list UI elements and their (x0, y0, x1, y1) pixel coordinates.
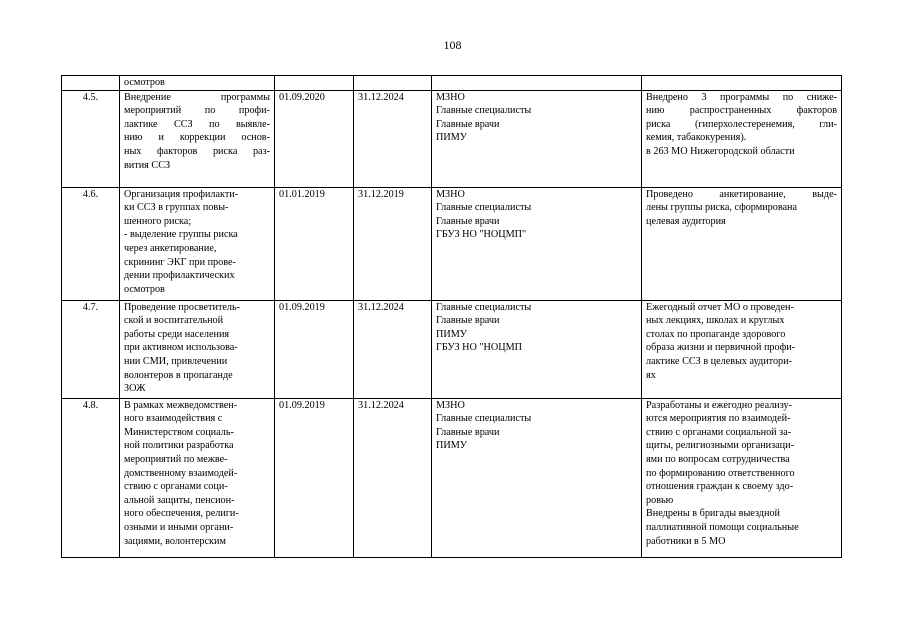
measure-line: ской и воспитательной (124, 315, 224, 327)
measure-line: Проведение просветитель- (124, 301, 241, 313)
result-line: ных лекциях, школах и круглых (646, 315, 785, 327)
measure-line: Министерством социаль- (124, 426, 234, 438)
result-line: целевая аудитория (646, 215, 726, 227)
result-line: щиты, религиозными организаци- (646, 440, 794, 452)
row-number-cell: 4.8. (62, 398, 120, 557)
measures-table (61, 75, 842, 558)
end-date-cell: 31.12.2024 (354, 300, 432, 398)
measure-line: ной политики разработка (124, 440, 234, 452)
result-line: нию распространенных факторов (646, 105, 837, 117)
measure-line: шенного риска; (124, 215, 192, 227)
result-line: отношения граждан к своему здо- (646, 481, 794, 493)
table-row (62, 187, 842, 300)
result-line: в 263 МО Нижегородской области (646, 145, 795, 157)
executor-line: ПИМУ (436, 132, 467, 144)
start-date-cell: 01.09.2020 (275, 90, 354, 187)
measure-line: альной защиты, пенсион- (124, 494, 235, 506)
row-number-cell: 4.7. (62, 300, 120, 398)
result-line: кемия, табакокурения). (646, 132, 747, 144)
result-line: ях (646, 369, 656, 381)
measure-line: Организация профилакти- (124, 188, 239, 200)
measure-line: В рамках межведомствен- (124, 399, 238, 411)
result-line: ями по вопросам сотрудничества (646, 453, 790, 465)
measure-line: ствию с органами соци- (124, 481, 228, 493)
result-line: паллиативной помощи социальные (646, 521, 799, 533)
executor-line: Главные специалисты (436, 413, 532, 425)
result-line: работники в 5 МО (646, 535, 726, 547)
result-line: Внедрено 3 программы по сниже- (646, 91, 837, 103)
row-number-cell: 4.6. (62, 187, 120, 300)
result-cell (642, 90, 842, 187)
executor-cell (432, 398, 642, 557)
result-line: Ежегодный отчет МО о проведен- (646, 301, 794, 313)
result-line: лены группы риска, сформирована (646, 202, 797, 214)
measure-cell (120, 187, 275, 300)
result-line: риска (гиперхолестеренемия, гли- (646, 118, 837, 130)
result-cell (642, 398, 842, 557)
executor-line: МЗНО (436, 91, 465, 103)
executor-cell (432, 300, 642, 398)
executor-line: ПИМУ (436, 328, 467, 340)
measure-line: домственному взаимодей- (124, 467, 238, 479)
result-line: Проведено анкетирование, выде- (646, 188, 837, 200)
measure-line: при активном использова- (124, 342, 238, 354)
result-cell (642, 300, 842, 398)
measure-line: вития ССЗ (124, 159, 171, 171)
table-row (62, 76, 842, 91)
end-date-cell (354, 76, 432, 91)
end-date-cell: 31.12.2024 (354, 90, 432, 187)
table-row (62, 300, 842, 398)
measure-line: мероприятий по профи- (124, 105, 270, 117)
measure-cell (120, 76, 275, 91)
measure-line: ного обеспечения, религи- (124, 508, 239, 520)
row-number-cell: 4.5. (62, 90, 120, 187)
executor-line: МЗНО (436, 399, 465, 411)
end-date-cell: 31.12.2024 (354, 398, 432, 557)
executor-line: Главные специалисты (436, 105, 532, 117)
start-date-cell: 01.01.2019 (275, 187, 354, 300)
measure-line: - выделение группы риска (124, 229, 238, 241)
result-line: Внедрены в бригады выездной (646, 508, 780, 520)
measure-line: ЗОЖ (124, 383, 146, 395)
result-line: по формированию ответственного (646, 467, 795, 479)
measure-line: через анкетирование, (124, 242, 217, 254)
executor-line: МЗНО (436, 188, 465, 200)
measure-line: осмотров (124, 77, 165, 88)
result-cell (642, 76, 842, 91)
measure-cell (120, 300, 275, 398)
start-date-cell (275, 76, 354, 91)
measure-line: ного взаимодействия с (124, 413, 223, 425)
measure-line: осмотров (124, 283, 165, 295)
measure-line: Внедрение программы (124, 91, 270, 103)
executor-line: Главные врачи (436, 426, 500, 438)
executor-line: Главные врачи (436, 118, 500, 130)
start-date-cell: 01.09.2019 (275, 300, 354, 398)
measure-line: нию и коррекции основ- (124, 132, 270, 144)
result-line: лактике ССЗ в целевых аудитори- (646, 355, 793, 367)
measure-line: ных факторов риска раз- (124, 145, 270, 157)
measure-line: ки ССЗ в группах повы- (124, 202, 229, 214)
measure-line: мероприятий по межве- (124, 453, 228, 465)
measure-line: лактике ССЗ по выявле- (124, 118, 270, 130)
executor-cell (432, 90, 642, 187)
measure-line: нии СМИ, привлечении (124, 355, 228, 367)
end-date-cell: 31.12.2019 (354, 187, 432, 300)
measure-cell (120, 90, 275, 187)
measure-line: озными и иными органи- (124, 521, 234, 533)
executor-line: Главные врачи (436, 315, 500, 327)
measure-cell (120, 398, 275, 557)
result-line: ствию с органами социальной за- (646, 426, 792, 438)
measure-line: скрининг ЭКГ при прове- (124, 256, 236, 268)
row-number-cell (62, 76, 120, 91)
executor-line: ПИМУ (436, 440, 467, 452)
executor-line: Главные врачи (436, 215, 500, 227)
executor-line: Главные специалисты (436, 301, 532, 313)
result-line: образа жизни и первичной профи- (646, 342, 796, 354)
table-row (62, 90, 842, 187)
executor-cell (432, 76, 642, 91)
page-number: 108 (443, 38, 462, 52)
measure-line: волонтеров в пропаганде (124, 369, 233, 381)
start-date-cell: 01.09.2019 (275, 398, 354, 557)
result-line: ются мероприятия по взаимодей- (646, 413, 791, 425)
result-cell (642, 187, 842, 300)
table-row (62, 398, 842, 557)
measure-line: работы среди населения (124, 328, 230, 340)
result-line: Разработаны и ежегодно реализу- (646, 399, 793, 411)
measure-line: дении профилактических (124, 270, 235, 282)
result-line: столах по пропаганде здорового (646, 328, 786, 340)
executor-line: ГБУЗ НО "НОЦМП (436, 342, 523, 354)
executor-line: Главные специалисты (436, 202, 532, 214)
measure-line: зациями, волонтерским (124, 535, 226, 547)
executor-cell (432, 187, 642, 300)
executor-line: ГБУЗ НО "НОЦМП" (436, 229, 527, 241)
result-line: ровью (646, 494, 674, 506)
